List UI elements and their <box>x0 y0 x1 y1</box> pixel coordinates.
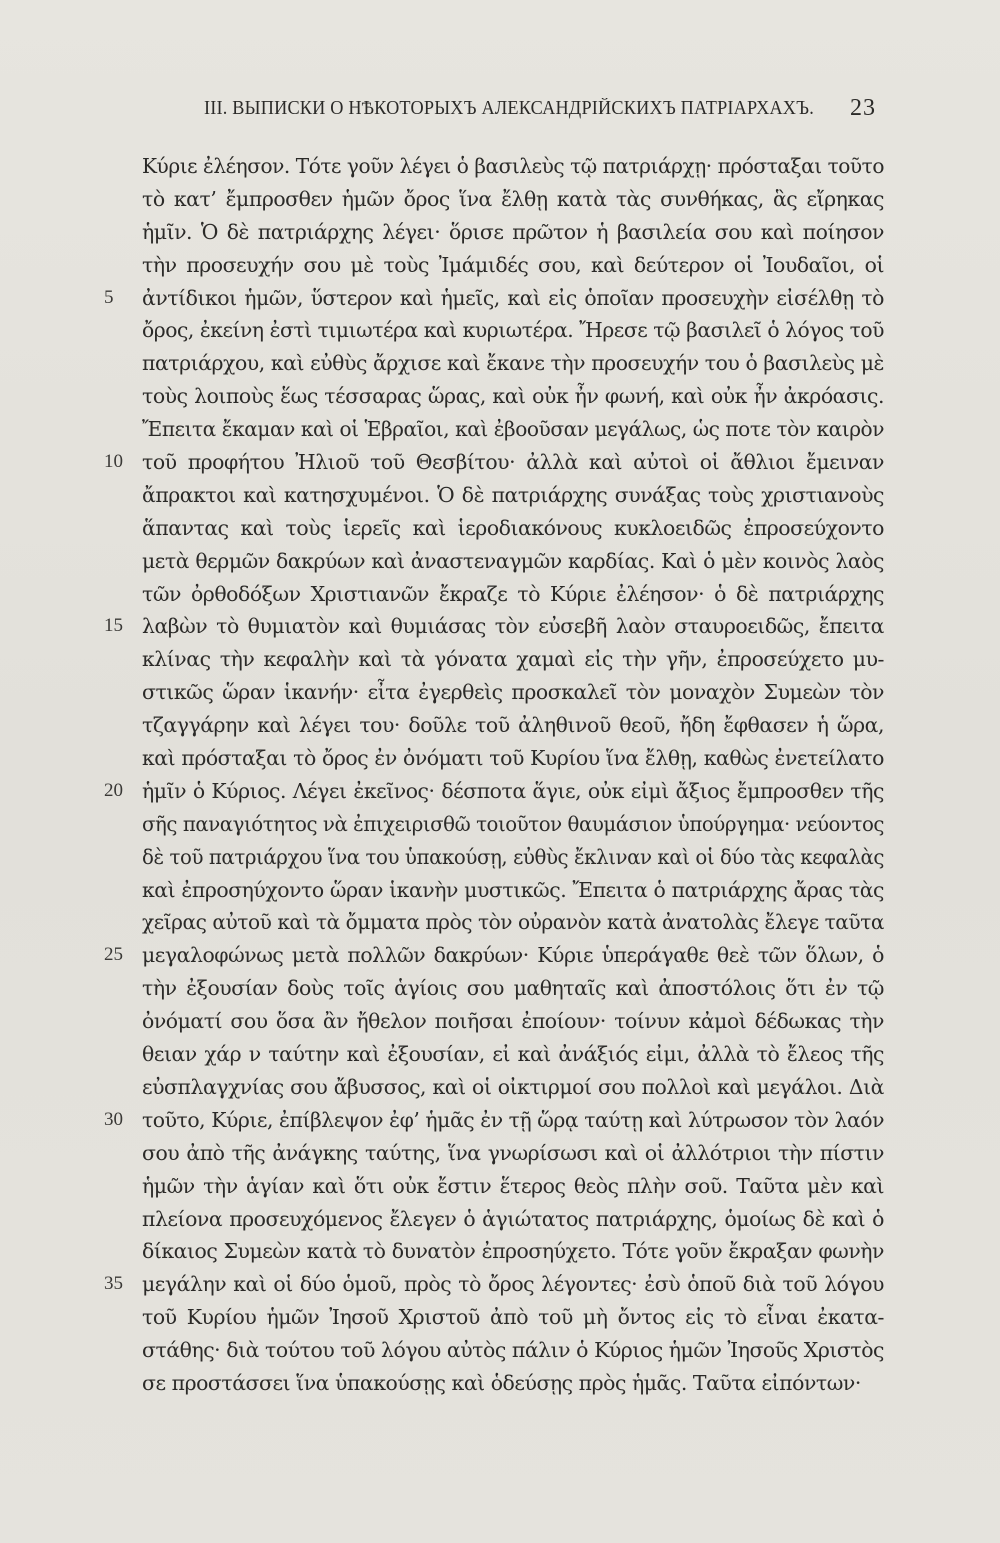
line-text: πλείονα προσευχόμενος ἔλεγεν ὁ ἁγιώτατος πατριάρχης, ὁμοίως δὲ καὶ ὁ <box>142 1206 884 1231</box>
line-text: τοῦ Κυρίου ἡμῶν Ἰησοῦ Χριστοῦ ἀπὸ τοῦ μὴ ὄντος εἰς τὸ εἶναι ἐκατα- <box>142 1305 884 1330</box>
text-line <box>104 610 884 643</box>
line-number: 15 <box>104 615 123 637</box>
line-number: 5 <box>104 286 114 308</box>
line-text: ὄρος, ἐκείνη ἐστὶ τιμιωτέρα καὶ κυριωτέρα. Ἤρεσε τῷ βασιλεῖ ὁ λόγος τοῦ <box>142 318 884 343</box>
text-line <box>104 841 884 874</box>
text-line <box>104 939 884 972</box>
line-text: μεγάλην καὶ οἱ δύο ὁμοῦ, πρὸς τὸ ὄρος λέγοντες· ἐσὺ ὁποῦ διὰ τοῦ λόγου <box>142 1272 884 1297</box>
line-text: τὴν ἐξουσίαν δοὺς τοῖς ἁγίοις σου μαθηταῖς καὶ ἀποστόλοις ὅτι ἐν τῷ <box>142 976 884 1001</box>
text-line <box>104 150 884 183</box>
line-text: Ἔπειτα ἔκαμαν καὶ οἱ Ἑβραῖοι, καὶ ἐβοοῦσαν μεγάλως, ὡς ποτε τὸν καιρὸν <box>142 417 884 442</box>
line-number: 20 <box>104 779 123 801</box>
text-line <box>104 1071 884 1104</box>
text-line <box>104 413 884 446</box>
line-text: πατριάρχου, καὶ εὐθὺς ἄρχισε καὶ ἔκανε τὴν προσευχήν του ὁ βασιλεὺς μὲ <box>142 351 884 376</box>
running-title: III. ВЫПИСКИ О НѢКОТОРЫХЪ АЛЕКСАНДРІЙСКИХЪ ПАТРІАРХАХЪ. <box>204 98 814 119</box>
text-line <box>104 380 884 413</box>
text-line <box>104 972 884 1005</box>
text-line <box>104 1137 884 1170</box>
line-text: στάθης· διὰ τούτου τοῦ λόγου αὐτὸς πάλιν ὁ Κύριος ἡμῶν Ἰησοῦς Χριστὸς <box>142 1338 884 1363</box>
line-number: 10 <box>104 451 123 473</box>
line-text: σου ἀπὸ τῆς ἀνάγκης ταύτης, ἵνα γνωρίσωσι καὶ οἱ ἀλλότριοι τὴν πίστιν <box>142 1140 884 1165</box>
line-text: ἄπρακτοι καὶ κατησχυμένοι. Ὁ δὲ πατριάρχης συνάξας τοὺς χριστιανοὺς <box>142 482 884 507</box>
line-text: Κύριε ἐλέησον. Τότε γοῦν λέγει ὁ βασιλεὺς τῷ πατριάρχῃ· πρόσταξαι τοῦτο <box>142 154 884 178</box>
line-text: λαβὼν τὸ θυμιατὸν καὶ θυμιάσας τὸν εὐσεβῆ λαὸν σταυροειδῶς, ἔπειτα <box>142 614 884 639</box>
line-text: ἡμῖν. Ὁ δὲ πατριάρχης λέγει· ὅρισε πρῶτον ἡ βασιλεία σου καὶ ποίησον <box>142 219 884 244</box>
text-line <box>104 808 884 841</box>
line-text: ἅπαντας καὶ τοὺς ἱερεῖς καὶ ἱεροδιακόνους κυκλοειδῶς ἐπροσεύχοντο <box>142 515 884 540</box>
line-text: τῶν ὀρθοδόξων Χριστιανῶν ἔκραζε τὸ Κύριε ἐλέησον· ὁ δὲ πατριάρχης <box>142 581 884 606</box>
text-line <box>104 1203 884 1236</box>
line-text: στικῶς ὥραν ἱκανήν· εἶτα ἐγερθεὶς προσκαλεῖ τὸν μοναχὸν Συμεὼν τὸν <box>142 680 884 705</box>
text-line <box>104 1170 884 1203</box>
line-text: τὸ κατ’ ἔμπροσθεν ἡμῶν ὄρος ἵνα ἔλθῃ κατὰ τὰς συνθήκας, ἃς εἴρηκας <box>142 186 884 211</box>
line-text: ἡμῶν τὴν ἁγίαν καὶ ὅτι οὐκ ἔστιν ἕτερος θεὸς πλὴν σοῦ. Ταῦτα μὲν καὶ <box>142 1173 884 1198</box>
line-text: σῆς παναγιότητος νὰ ἐπιχειρισθῶ τοιοῦτον θαυμάσιον ὑπούργημα· νεύοντος <box>142 811 884 836</box>
line-text: εὐσπλαγχνίας σου ἄβυσσος, καὶ οἱ οἰκτιρμοί σου πολλοὶ καὶ μεγάλοι. Διὰ <box>142 1074 884 1099</box>
line-text: τοῦ προφήτου Ἠλιοῦ τοῦ Θεσβίτου· ἀλλὰ καὶ αὐτοὶ οἱ ἄθλιοι ἔμειναν <box>142 450 884 475</box>
line-text: χεῖρας αὐτοῦ καὶ τὰ ὄμματα πρὸς τὸν οὐρανὸν κατὰ ἀνατολὰς ἔλεγε ταῦτα <box>142 910 884 935</box>
text-line <box>104 216 884 249</box>
page-header <box>204 95 876 128</box>
text-line <box>104 479 884 512</box>
text-line <box>104 512 884 545</box>
text-line <box>104 545 884 578</box>
text-line <box>104 1038 884 1071</box>
text-line <box>104 709 884 742</box>
line-text: θειαν χάρ ν ταύτην καὶ ἐξουσίαν, εἰ καὶ ἀνάξιός εἰμι, ἀλλὰ τὸ ἔλεος τῆς <box>142 1042 884 1067</box>
page-number: 23 <box>850 95 876 121</box>
text-line <box>104 183 884 216</box>
text-line <box>104 906 884 939</box>
text-line <box>104 874 884 907</box>
text-line <box>104 676 884 709</box>
line-text: τοῦτο, Κύριε, ἐπίβλεψον ἐφ’ ἡμᾶς ἐν τῇ ὥρᾳ ταύτῃ καὶ λύτρωσον τὸν λαόν <box>142 1107 884 1132</box>
text-line <box>104 643 884 676</box>
line-text: δὲ τοῦ πατριάρχου ἵνα του ὑπακούσῃ, εὐθὺς ἔκλιναν καὶ οἱ δύο τὰς κεφαλὰς <box>142 844 884 869</box>
text-line <box>104 249 884 282</box>
line-text: σε προστάσσει ἵνα ὑπακούσῃς καὶ ὁδεύσῃς πρὸς ἡμᾶς. Ταῦτα εἰπόντων· <box>142 1370 861 1395</box>
line-text: ἀντίδικοι ἡμῶν, ὕστερον καὶ ἡμεῖς, καὶ εἰς ὁποῖαν προσευχὴν εἰσέλθῃ τὸ <box>142 285 884 310</box>
line-text: ἡμῖν ὁ Κύριος. Λέγει ἐκεῖνος· δέσποτα ἅγιε, οὐκ εἰμὶ ἄξιος ἔμπροσθεν τῆς <box>142 778 884 803</box>
line-number: 35 <box>104 1273 123 1295</box>
line-number: 25 <box>104 944 123 966</box>
line-text: καὶ πρόσταξαι τὸ ὄρος ἐν ὀνόματι τοῦ Κυρίου ἵνα ἔλθῃ, καθὼς ἐνετείλατο <box>142 746 884 771</box>
text-line <box>104 1334 884 1367</box>
text-line <box>104 1104 884 1137</box>
body-text <box>104 150 884 1400</box>
line-text: κλίνας τὴν κεφαλὴν καὶ τὰ γόνατα χαμαὶ εἰς τὴν γῆν, ἐπροσεύχετο μυ- <box>142 647 884 672</box>
text-line <box>104 1301 884 1334</box>
text-line <box>104 578 884 611</box>
text-line <box>104 347 884 380</box>
line-number: 30 <box>104 1108 123 1130</box>
line-text: μετὰ θερμῶν δακρύων καὶ ἀναστεναγμῶν καρδίας. Καὶ ὁ μὲν κοινὸς λαὸς <box>142 548 884 573</box>
text-line <box>104 742 884 775</box>
text-line <box>104 1268 884 1301</box>
line-text: ὀνόματί σου ὅσα ἂν ἤθελον ποιῆσαι ἐποίουν· τοίνυν κἀμοὶ δέδωκας τὴν <box>142 1009 884 1034</box>
line-text: δίκαιος Συμεὼν κατὰ τὸ δυνατὸν ἐπροσηύχετο. Τότε γοῦν ἔκραξαν φωνὴν <box>142 1239 884 1264</box>
line-text: καὶ ἐπροσηύχοντο ὥραν ἱκανὴν μυστικῶς. Ἔπειτα ὁ πατριάρχης ἄρας τὰς <box>142 877 884 902</box>
text-line <box>104 1367 884 1400</box>
text-line <box>104 1235 884 1268</box>
text-line <box>104 282 884 315</box>
line-text: μεγαλοφώνως μετὰ πολλῶν δακρύων· Κύριε ὑπεράγαθε θεὲ τῶν ὅλων, ὁ <box>142 943 884 968</box>
text-line <box>104 314 884 347</box>
line-text: τζαγγάρην καὶ λέγει του· δοῦλε τοῦ ἀληθινοῦ θεοῦ, ἤδη ἔφθασεν ἡ ὥρα, <box>142 713 884 738</box>
text-line <box>104 775 884 808</box>
line-text: τὴν προσευχήν σου μὲ τοὺς Ἰμάμιδές σου, καὶ δεύτερον οἱ Ἰουδαῖοι, οἱ <box>142 252 884 277</box>
text-line <box>104 1005 884 1038</box>
text-line <box>104 446 884 479</box>
line-text: τοὺς λοιποὺς ἕως τέσσαρας ὥρας, καὶ οὐκ ἦν φωνή, καὶ οὐκ ἦν ἀκρόασις. <box>142 384 884 409</box>
